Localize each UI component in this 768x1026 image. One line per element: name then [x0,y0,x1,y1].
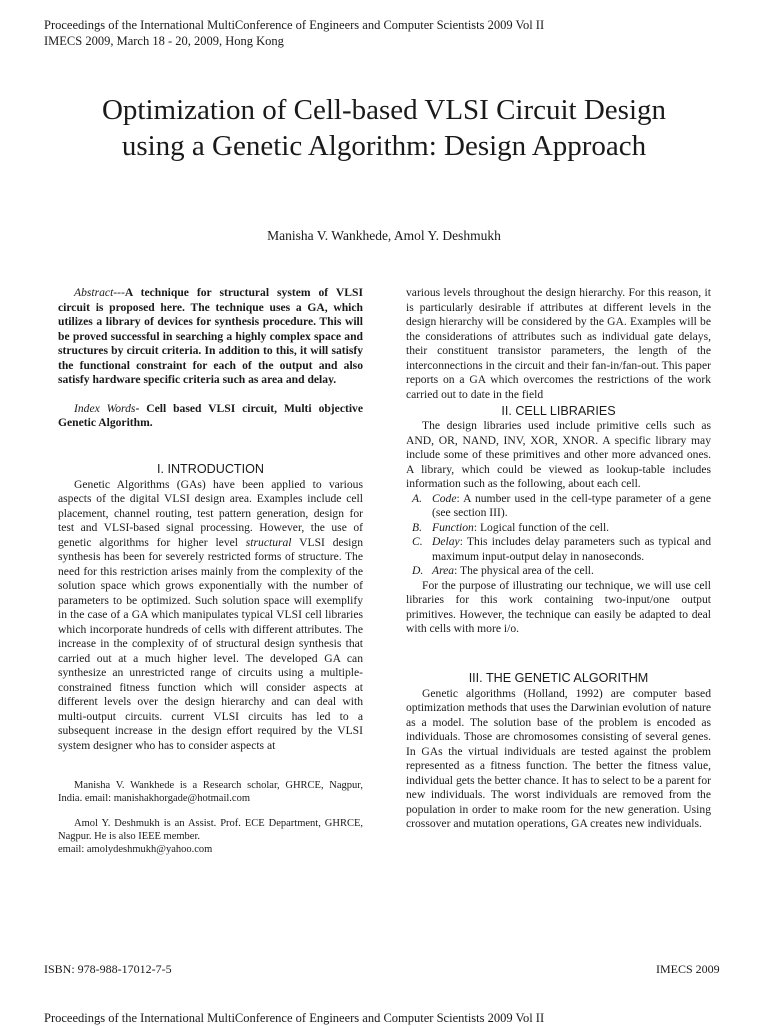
footnote-email-2: email: amolydeshmukh@yahoo.com [58,844,213,855]
list-item-label: D. [412,564,424,577]
list-item-term: Area [432,564,455,577]
introduction-text-b: VLSI design synthesis has been for severely restricted forms of structure. The need for this restriction arises mainly from the complexity of the solution space which grows exponentially with the number of parameters to be optimized. Such solution space will exemplify in the case of a GA which manipulates typical VLSI cell libraries which incorporate hundreds of cells with different attributes. The increase in the complexity of of structural design synthesis that carried out at a much higher level. The developed GA can synthesize an unrestricted range of circuits using a multiple-constrained fitness function which will consider aspects at different levels over the design hierarchy and can deal with multi-output circuits. current VLSI circuits has led to a subsequent increase in the design effort required by the VLSI system designer who has to consider aspects at [58,535,363,752]
index-words-label: Index Words [74,401,136,415]
list-item-label: C. [412,535,423,548]
abstract-label: Abstract [74,286,114,299]
left-column [58,286,363,856]
conference-date-line: IMECS 2009, March 18 - 20, 2009, Hong Kong [44,34,284,48]
list-item-desc: : The physical area of the cell. [454,564,594,577]
list-item [406,535,711,564]
introduction-text-a: Genetic Algorithms (GAs) have been applied to various aspects of the digital VLSI design area. Examples include cell placement, channel routing, test pattern generation, design for test and VLSI-based signal processing. However, the use of genetic algorithms for higher level [58,477,363,549]
list-item [406,492,711,521]
paper-title: Optimization of Cell-based VLSI Circuit Design using a Genetic Algorithm: Design Approach [101,94,667,162]
author-line: Manisha V. Wankhede, Amol Y. Deshmukh [267,228,501,243]
footnote-author-2: Amol Y. Deshmukh is an Assist. Prof. ECE Department, GHRCE, Nagpur. He is also IEEE member. [58,818,363,842]
list-item-desc: : Logical function of the cell. [473,520,610,534]
conference-footer: IMECS 2009 [656,962,720,976]
list-item-desc: : A number used in the cell-type parameter of a gene (see section III). [432,491,711,519]
list-item-label: A. [412,491,422,505]
footnotes [58,779,363,856]
next-page-header: Proceedings of the International MultiConference of Engineers and Computer Scientists 2009 Vol II [44,1011,545,1025]
intro-continuation: various levels throughout the design hierarchy. For this reason, it is particularly desirable if attributes at different levels in the design hierarchy will be considered by the GA. Examples will be the considerations of attributes such as individual gate delays, their constituent transistor parameters, the length of the interconnections in the circuit and their fan-in/fan-out. This paper reports on a GA which overcomes the restrictions of the work carried out to date in the field [406,286,711,401]
list-item-term: Delay [432,535,460,548]
genetic-algorithm-paragraph: Genetic algorithms (Holland, 1992) are computer based optimization methods that uses the Darwinian evolution of nature as a model. The solution base of the problem is encoded as individuals. Those are chromosomes consisting of several genes. In GAs the virtual individuals are tested against the problem represented as a fitness function. The better the fitness value, individual gets the better chance. It has to select to be a parent for new individuals. The worst individuals are removed from the population in order to make room for the new generation. Using crossover and mutation operations, GA creates new individuals. [406,686,711,830]
index-words-text: - Cell based VLSI circuit, Multi objective Genetic Algorithm. [58,401,363,429]
isbn-footer: ISBN: 978-988-17012-7-5 [44,962,172,976]
cell-libraries-heading: II. CELL LIBRARIES [501,404,616,418]
right-column [406,286,711,832]
list-item-desc: : This includes delay parameters such as typical and maximum input-output delay in nanoseconds. [432,535,711,563]
genetic-algorithm-heading: III. THE GENETIC ALGORITHM [468,670,649,685]
cell-libraries-outro: For the purpose of illustrating our technique, we will use cell libraries for this work containing two-input/one output primitives. However, the technique can easily be adapted to deal with cells with more i/o. [406,578,711,635]
list-item [406,564,711,579]
cell-libraries-intro: The design libraries used include primitive cells such as AND, OR, NAND, INV, XOR, XNOR. A specific library may include some of these primitives and other more advanced ones. A library, which could be viewed as lookup-table includes information such as the following, about each cell. [406,419,711,490]
abstract [58,286,363,388]
introduction-text-italic: structural [245,535,292,549]
abstract-dashes: --- [113,286,125,299]
list-item-term: Code [432,491,457,505]
list-item-label: B. [412,520,422,534]
abstract-text: A technique for structural system of VLSI circuit is proposed here. The technique uses a GA, which utilizes a library of devices for synthesis procedure. This will be proved successful in searching a highly complex space and structures by circuit criteria. In addition to this, it will satisfy the functional constraint for each of the output and also satisfy hardware specific criteria such as area and delay. [58,286,363,386]
list-item-term: Function [432,520,474,534]
footnote-author-1: Manisha V. Wankhede is a Research scholar, GHRCE, Nagpur, India. email: manishakhorgade@hotmail.com [58,780,363,804]
index-words [58,402,363,431]
introduction-paragraph [58,478,363,754]
list-item [406,521,711,536]
proceedings-header: Proceedings of the International MultiConference of Engineers and Computer Scientists 2009 Vol II [44,18,545,32]
introduction-heading: I. INTRODUCTION [156,461,265,476]
